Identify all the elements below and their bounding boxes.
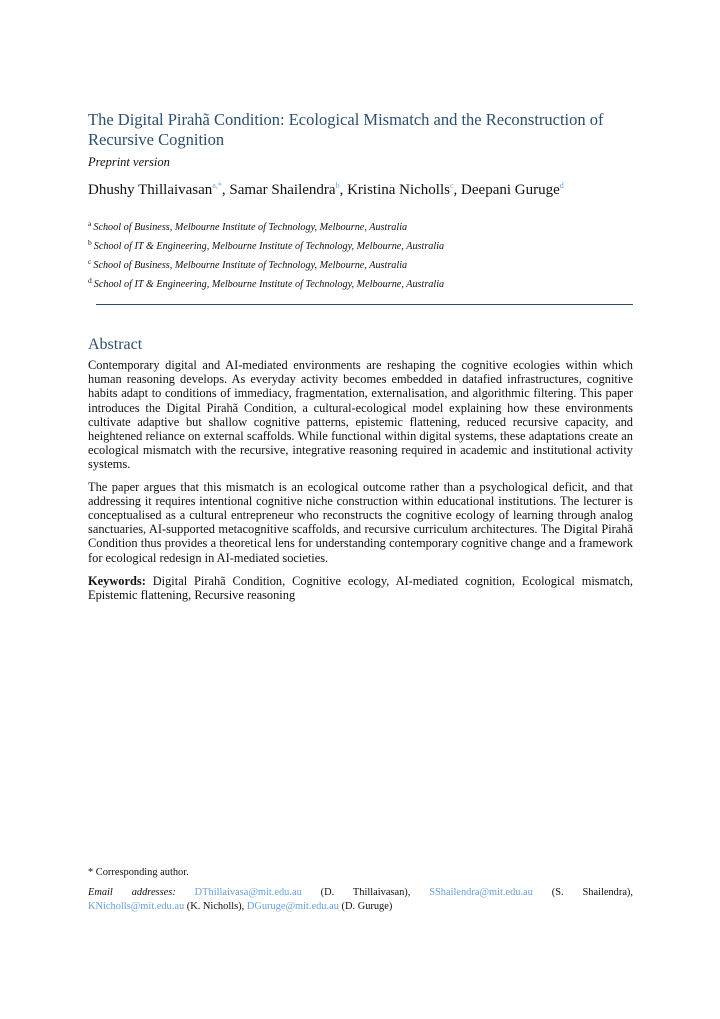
keywords-label: Keywords: xyxy=(88,573,146,588)
author-marks: c xyxy=(449,181,454,190)
author-name: Kristina Nicholls xyxy=(347,182,450,198)
email-line-1: Email addresses: DThillaivasa@mit.edu.au (D. Thillaivasan), SShailendra@mit.edu.au (S. Shailendra), xyxy=(88,887,633,898)
author-list: Dhushy Thillaivasan$^{a,*}$, Samar Shailendra$^b$, Kristina Nicholls$^c$, Deepani Guruge$^d$ xyxy=(88,181,564,198)
version-label: Preprint version xyxy=(88,155,170,169)
front-matter xyxy=(88,110,633,602)
affiliation: $^d$ School of IT & Engineering, Melbourne Institute of Technology, Melbourne, Australia xyxy=(88,276,445,290)
section-divider xyxy=(96,304,633,305)
author-name: Deepani Guruge xyxy=(461,182,560,198)
corresponding-note: * Corresponding author. xyxy=(88,867,189,878)
author-name: Samar Shailendra xyxy=(229,182,336,198)
email-owner: (D. Guruge) xyxy=(341,901,393,912)
abstract-paragraph-2: The paper argues that this mismatch is an ecological outcome rather than a psychological deficit, and that addressing it requires intentional cognitive niche construction within educational institutions. The lecturer is conceptualised as a cultural entrepreneur who reconstructs the cognitive ecology of learning through analog sanctuaries, AI-supported metacognitive scaffolds, and recursive curriculum architectures. The Digital Pirahã Condition thus provides a theoretical lens for understanding contemporary cognitive change and a framework for ecological redesign in AI-mediated societies. xyxy=(88,479,633,565)
affiliation: $^b$ School of IT & Engineering, Melbourne Institute of Technology, Melbourne, Australia xyxy=(88,238,445,252)
email-link[interactable]: SShailendra@mit.edu.au xyxy=(429,887,533,898)
affiliation-list xyxy=(88,216,633,292)
affiliation: $^a$ School of Business, Melbourne Institute of Technology, Melbourne, Australia xyxy=(88,219,408,233)
email-owner: (K. Nicholls), xyxy=(186,901,245,912)
email-link[interactable]: DGuruge@mit.edu.au xyxy=(246,901,339,912)
footnotes xyxy=(88,866,633,914)
email-line-2 xyxy=(88,900,633,914)
author-marks: b xyxy=(335,181,340,190)
email-link[interactable]: DThillaivasa@mit.edu.au xyxy=(194,887,302,898)
email-label: Email addresses xyxy=(88,887,173,898)
paper-title: The Digital Pirahã Condition: Ecological Mismatch and the Reconstruction of Recursive Cognition xyxy=(88,110,604,149)
email-owner: (S. Shailendra), xyxy=(551,887,633,898)
abstract-heading: Abstract xyxy=(88,336,143,353)
keywords xyxy=(88,574,633,602)
affiliation: $^c$ School of Business, Melbourne Institute of Technology, Melbourne, Australia xyxy=(88,257,408,271)
email-link[interactable]: KNicholls@mit.edu.au xyxy=(88,901,185,912)
author-marks: a,* xyxy=(212,181,222,190)
email-owner: (D. Thillaivasan), xyxy=(320,887,411,898)
author-name: Dhushy Thillaivasan xyxy=(88,182,213,198)
abstract-paragraph-1: Contemporary digital and AI-mediated environments are reshaping the cognitive ecologies within which human reasoning develops. As everyday activity becomes embedded in datafied infrastructures, cognitive habits adapt to conditions of immediacy, fragmentation, externalisation, and algorithmic filtering. This paper introduces the Digital Pirahã Condition, a cultural-ecological model explaining how these environments cultivate adaptive but shallow cognitive patterns, epistemic flattening, reduced recursive capacity, and heightened reliance on external scaffolds. While functional within digital systems, these adaptations create an ecological mismatch with the recursive, integrative reasoning required in academic and institutional activity systems. xyxy=(88,358,633,472)
author-marks: d xyxy=(559,181,564,190)
keywords-text: Digital Pirahã Condition, Cognitive ecology, AI-mediated cognition, Ecological mismatch, Epistemic flattening, Recursive reasoning xyxy=(88,573,633,603)
